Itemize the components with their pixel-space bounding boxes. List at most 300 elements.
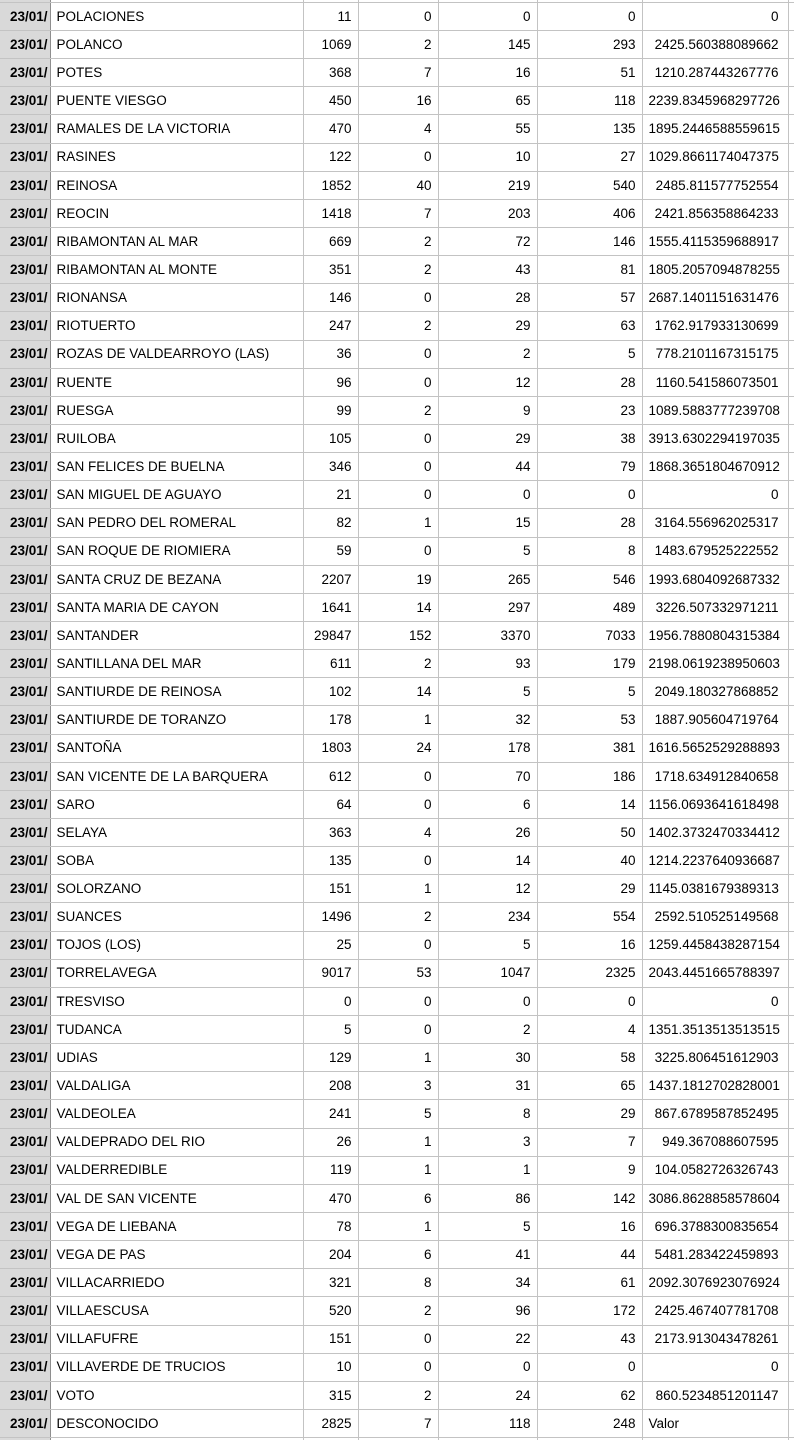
cell-rate: 2198.0619238950603 <box>642 650 788 678</box>
cell-value-4: 4 <box>537 1015 642 1043</box>
cell-value-1: 247 <box>303 312 358 340</box>
cell-value-2: 1 <box>358 1044 438 1072</box>
cell-municipality: RAMALES DE LA VICTORIA <box>50 115 303 143</box>
cell-municipality: SANTA CRUZ DE BEZANA <box>50 565 303 593</box>
cell-value-1: 1641 <box>303 593 358 621</box>
cell-date: 23/01/ <box>0 1184 50 1212</box>
cell-value-2: 7 <box>358 59 438 87</box>
cell-value-3: 0 <box>438 2 537 30</box>
cell-value-1: 25 <box>303 931 358 959</box>
cell-value-1: 11 <box>303 2 358 30</box>
cell-value-3: 70 <box>438 762 537 790</box>
cell-value-1: 151 <box>303 1325 358 1353</box>
cell-value-3: 34 <box>438 1269 537 1297</box>
cell-date: 23/01/ <box>0 2 50 30</box>
cell-edge-sliver <box>788 256 794 284</box>
cell-municipality: VALDERREDIBLE <box>50 1156 303 1184</box>
cell-edge-sliver <box>788 1212 794 1240</box>
cell-value-4: 7033 <box>537 621 642 649</box>
cell-date: 23/01/ <box>0 762 50 790</box>
cell-value-1: 64 <box>303 790 358 818</box>
cell-date: 23/01/ <box>0 790 50 818</box>
table-row <box>0 1100 794 1128</box>
cell-municipality: SAN PEDRO DEL ROMERAL <box>50 509 303 537</box>
cell-value-2: 19 <box>358 565 438 593</box>
cell-value-4: 58 <box>537 1044 642 1072</box>
cell-date: 23/01/ <box>0 1353 50 1381</box>
cell-date: 23/01/ <box>0 396 50 424</box>
cell-value-2: 24 <box>358 734 438 762</box>
cell-value-4: 135 <box>537 115 642 143</box>
cell-edge-sliver <box>788 593 794 621</box>
cell-municipality: REOCIN <box>50 199 303 227</box>
cell-rate: 1214.2237640936687 <box>642 847 788 875</box>
cell-municipality: TRESVISO <box>50 987 303 1015</box>
cell-value-3: 43 <box>438 256 537 284</box>
cell-edge-sliver <box>788 1128 794 1156</box>
cell-value-4: 43 <box>537 1325 642 1353</box>
table-row <box>0 875 794 903</box>
cell-edge-sliver <box>788 1269 794 1297</box>
cell-value-1: 351 <box>303 256 358 284</box>
cell-value-4: 23 <box>537 396 642 424</box>
cell-value-2: 8 <box>358 1269 438 1297</box>
cell-municipality: REINOSA <box>50 171 303 199</box>
cell-date: 23/01/ <box>0 537 50 565</box>
table-row <box>0 1297 794 1325</box>
table-row <box>0 87 794 115</box>
cell-value-4: 118 <box>537 87 642 115</box>
cell-value-3: 30 <box>438 1044 537 1072</box>
cell-value-3: 1 <box>438 1156 537 1184</box>
cell-value-4: 546 <box>537 565 642 593</box>
cell-edge-sliver <box>788 875 794 903</box>
table-row <box>0 368 794 396</box>
cell-edge-sliver <box>788 987 794 1015</box>
cell-value-4: 81 <box>537 256 642 284</box>
cell-rate: 1483.679525222552 <box>642 537 788 565</box>
cell-value-2: 1 <box>358 1128 438 1156</box>
cell-municipality: SARO <box>50 790 303 818</box>
cell-value-3: 145 <box>438 31 537 59</box>
cell-value-3: 93 <box>438 650 537 678</box>
cell-value-2: 1 <box>358 509 438 537</box>
cell-date: 23/01/ <box>0 931 50 959</box>
cell-municipality: TORRELAVEGA <box>50 959 303 987</box>
cell-value-4: 57 <box>537 284 642 312</box>
cell-municipality: VOTO <box>50 1381 303 1409</box>
cell-value-2: 53 <box>358 959 438 987</box>
cell-municipality: DESCONOCIDO <box>50 1409 303 1437</box>
cell-value-1: 450 <box>303 87 358 115</box>
cell-municipality: PUENTE VIESGO <box>50 87 303 115</box>
cell-value-4: 172 <box>537 1297 642 1325</box>
cell-value-2: 2 <box>358 396 438 424</box>
cell-value-2: 0 <box>358 453 438 481</box>
cell-value-1: 2825 <box>303 1409 358 1437</box>
cell-date: 23/01/ <box>0 453 50 481</box>
cell-edge-sliver <box>788 312 794 340</box>
cell-value-4: 16 <box>537 1212 642 1240</box>
cell-value-4: 7 <box>537 1128 642 1156</box>
table-row <box>0 1156 794 1184</box>
cell-value-2: 0 <box>358 537 438 565</box>
cell-value-2: 0 <box>358 931 438 959</box>
cell-value-2: 0 <box>358 790 438 818</box>
cell-value-2: 14 <box>358 678 438 706</box>
cell-edge-sliver <box>788 1015 794 1043</box>
cell-rate: 0 <box>642 1353 788 1381</box>
cell-value-4: 381 <box>537 734 642 762</box>
cell-value-1: 96 <box>303 368 358 396</box>
cell-date: 23/01/ <box>0 593 50 621</box>
cell-municipality: SELAYA <box>50 818 303 846</box>
cell-value-2: 0 <box>358 143 438 171</box>
cell-value-1: 669 <box>303 228 358 256</box>
cell-municipality: RUILOBA <box>50 425 303 453</box>
cell-value-3: 72 <box>438 228 537 256</box>
cell-value-3: 12 <box>438 875 537 903</box>
cell-rate: 1402.3732470334412 <box>642 818 788 846</box>
cell-value-3: 178 <box>438 734 537 762</box>
cell-date: 23/01/ <box>0 847 50 875</box>
cell-municipality: POTES <box>50 59 303 87</box>
cell-value-1: 1852 <box>303 171 358 199</box>
cell-value-1: 611 <box>303 650 358 678</box>
cell-value-3: 118 <box>438 1409 537 1437</box>
cell-municipality: SAN MIGUEL DE AGUAYO <box>50 481 303 509</box>
cell-edge-sliver <box>788 537 794 565</box>
cell-edge-sliver <box>788 931 794 959</box>
table-row <box>0 847 794 875</box>
cell-value-4: 248 <box>537 1409 642 1437</box>
table-row <box>0 1015 794 1043</box>
cell-value-1: 612 <box>303 762 358 790</box>
cell-value-3: 16 <box>438 59 537 87</box>
table-row <box>0 1325 794 1353</box>
cell-rate: 3226.507332971211 <box>642 593 788 621</box>
cell-date: 23/01/ <box>0 1156 50 1184</box>
cell-rate: 778.2101167315175 <box>642 340 788 368</box>
cell-value-2: 0 <box>358 762 438 790</box>
cell-rate: 2592.510525149568 <box>642 903 788 931</box>
table-row <box>0 143 794 171</box>
table-row <box>0 931 794 959</box>
cell-municipality: SANTIURDE DE TORANZO <box>50 706 303 734</box>
cell-value-4: 0 <box>537 987 642 1015</box>
cell-municipality: SAN ROQUE DE RIOMIERA <box>50 537 303 565</box>
cell-municipality: SAN FELICES DE BUELNA <box>50 453 303 481</box>
cell-municipality: TUDANCA <box>50 1015 303 1043</box>
cell-municipality: VILLAESCUSA <box>50 1297 303 1325</box>
cell-municipality: VILLACARRIEDO <box>50 1269 303 1297</box>
cell-value-2: 0 <box>358 847 438 875</box>
cell-municipality: VALDALIGA <box>50 1072 303 1100</box>
cell-municipality: VILLAVERDE DE TRUCIOS <box>50 1353 303 1381</box>
cell-rate: 1993.6804092687332 <box>642 565 788 593</box>
table-row <box>0 59 794 87</box>
cell-edge-sliver <box>788 481 794 509</box>
cell-value-2: 5 <box>358 1100 438 1128</box>
cell-value-4: 63 <box>537 312 642 340</box>
cell-value-4: 0 <box>537 1353 642 1381</box>
table-row <box>0 706 794 734</box>
cell-value-2: 6 <box>358 1241 438 1269</box>
cell-edge-sliver <box>788 171 794 199</box>
cell-value-1: 1418 <box>303 199 358 227</box>
cell-date: 23/01/ <box>0 87 50 115</box>
cell-value-2: 0 <box>358 481 438 509</box>
cell-date: 23/01/ <box>0 987 50 1015</box>
cell-rate: 2239.8345968297726 <box>642 87 788 115</box>
table-row <box>0 1072 794 1100</box>
cell-date: 23/01/ <box>0 340 50 368</box>
cell-date: 23/01/ <box>0 228 50 256</box>
cell-edge-sliver <box>788 425 794 453</box>
cell-rate: 1145.0381679389313 <box>642 875 788 903</box>
cell-date: 23/01/ <box>0 256 50 284</box>
cell-edge-sliver <box>788 228 794 256</box>
cell-value-4: 0 <box>537 481 642 509</box>
cell-rate: 0 <box>642 481 788 509</box>
cell-value-1: 178 <box>303 706 358 734</box>
table-row <box>0 537 794 565</box>
cell-value-2: 0 <box>358 2 438 30</box>
cell-edge-sliver <box>788 284 794 312</box>
cell-value-1: 241 <box>303 1100 358 1128</box>
cell-municipality: POLANCO <box>50 31 303 59</box>
cell-value-1: 368 <box>303 59 358 87</box>
table-row <box>0 1241 794 1269</box>
cell-value-2: 2 <box>358 256 438 284</box>
cell-value-1: 1069 <box>303 31 358 59</box>
cell-value-3: 12 <box>438 368 537 396</box>
cell-edge-sliver <box>788 818 794 846</box>
cell-value-3: 234 <box>438 903 537 931</box>
cell-municipality: SOLORZANO <box>50 875 303 903</box>
table-row <box>0 256 794 284</box>
cell-value-2: 0 <box>358 284 438 312</box>
table-row <box>0 396 794 424</box>
table-row <box>0 1409 794 1437</box>
cell-rate: 860.5234851201147 <box>642 1381 788 1409</box>
cell-value-1: 99 <box>303 396 358 424</box>
cell-edge-sliver <box>788 1325 794 1353</box>
cell-value-4: 40 <box>537 847 642 875</box>
cell-edge-sliver <box>788 87 794 115</box>
cell-edge-sliver <box>788 1409 794 1437</box>
cell-value-2: 2 <box>358 1297 438 1325</box>
cell-value-3: 26 <box>438 818 537 846</box>
cell-value-3: 10 <box>438 143 537 171</box>
cell-rate: 1805.2057094878255 <box>642 256 788 284</box>
table-row <box>0 903 794 931</box>
cell-value-4: 44 <box>537 1241 642 1269</box>
cell-value-3: 219 <box>438 171 537 199</box>
cell-value-1: 2207 <box>303 565 358 593</box>
cell-date: 23/01/ <box>0 31 50 59</box>
cell-value-3: 3 <box>438 1128 537 1156</box>
cell-date: 23/01/ <box>0 425 50 453</box>
table-row <box>0 312 794 340</box>
cell-rate: 1762.917933130699 <box>642 312 788 340</box>
cell-rate: 1029.8661174047375 <box>642 143 788 171</box>
cell-value-3: 2 <box>438 340 537 368</box>
cell-rate: 1616.5652529288893 <box>642 734 788 762</box>
cell-value-4: 38 <box>537 425 642 453</box>
cell-edge-sliver <box>788 621 794 649</box>
cell-value-2: 7 <box>358 199 438 227</box>
cell-date: 23/01/ <box>0 312 50 340</box>
cell-municipality: VALDEOLEA <box>50 1100 303 1128</box>
cell-rate: 1160.541586073501 <box>642 368 788 396</box>
cell-rate: 2421.856358864233 <box>642 199 788 227</box>
cell-date: 23/01/ <box>0 1100 50 1128</box>
cell-date: 23/01/ <box>0 143 50 171</box>
cell-value-4: 293 <box>537 31 642 59</box>
cell-date: 23/01/ <box>0 959 50 987</box>
cell-value-1: 122 <box>303 143 358 171</box>
cell-municipality: SAN VICENTE DE LA BARQUERA <box>50 762 303 790</box>
cell-value-1: 119 <box>303 1156 358 1184</box>
cell-value-4: 28 <box>537 509 642 537</box>
cell-value-1: 0 <box>303 987 358 1015</box>
cell-value-1: 26 <box>303 1128 358 1156</box>
cell-value-3: 265 <box>438 565 537 593</box>
cell-edge-sliver <box>788 368 794 396</box>
cell-value-3: 2 <box>438 1015 537 1043</box>
cell-value-2: 3 <box>358 1072 438 1100</box>
cell-value-3: 44 <box>438 453 537 481</box>
cell-municipality: RIBAMONTAN AL MAR <box>50 228 303 256</box>
cell-value-1: 102 <box>303 678 358 706</box>
cell-edge-sliver <box>788 59 794 87</box>
cell-value-4: 142 <box>537 1184 642 1212</box>
cell-municipality: VEGA DE PAS <box>50 1241 303 1269</box>
cell-date: 23/01/ <box>0 1015 50 1043</box>
cell-rate: 949.367088607595 <box>642 1128 788 1156</box>
cell-value-4: 0 <box>537 2 642 30</box>
table-row <box>0 228 794 256</box>
cell-value-2: 16 <box>358 87 438 115</box>
cell-value-4: 8 <box>537 537 642 565</box>
cell-date: 23/01/ <box>0 368 50 396</box>
table-row <box>0 593 794 621</box>
cell-value-4: 61 <box>537 1269 642 1297</box>
cell-municipality: TOJOS (LOS) <box>50 931 303 959</box>
cell-value-1: 346 <box>303 453 358 481</box>
cell-edge-sliver <box>788 706 794 734</box>
cell-rate: 3086.8628858578604 <box>642 1184 788 1212</box>
cell-value-3: 5 <box>438 678 537 706</box>
cell-value-3: 14 <box>438 847 537 875</box>
cell-value-3: 86 <box>438 1184 537 1212</box>
cell-rate: 0 <box>642 987 788 1015</box>
cell-edge-sliver <box>788 199 794 227</box>
cell-edge-sliver <box>788 509 794 537</box>
cell-value-1: 321 <box>303 1269 358 1297</box>
table-row <box>0 2 794 30</box>
cell-value-3: 28 <box>438 284 537 312</box>
cell-value-2: 1 <box>358 706 438 734</box>
table-row <box>0 650 794 678</box>
cell-edge-sliver <box>788 340 794 368</box>
cell-edge-sliver <box>788 115 794 143</box>
cell-value-3: 0 <box>438 987 537 1015</box>
cell-edge-sliver <box>788 959 794 987</box>
cell-value-2: 0 <box>358 1325 438 1353</box>
cell-rate: 3164.556962025317 <box>642 509 788 537</box>
cell-value-4: 29 <box>537 875 642 903</box>
cell-date: 23/01/ <box>0 1072 50 1100</box>
cell-date: 23/01/ <box>0 875 50 903</box>
table-row <box>0 818 794 846</box>
cell-date: 23/01/ <box>0 734 50 762</box>
cell-rate: 2687.1401151631476 <box>642 284 788 312</box>
cell-date: 23/01/ <box>0 59 50 87</box>
cell-value-4: 28 <box>537 368 642 396</box>
cell-date: 23/01/ <box>0 1212 50 1240</box>
cell-date: 23/01/ <box>0 171 50 199</box>
cell-value-1: 151 <box>303 875 358 903</box>
cell-value-3: 29 <box>438 425 537 453</box>
cell-edge-sliver <box>788 903 794 931</box>
cell-date: 23/01/ <box>0 1269 50 1297</box>
cell-date: 23/01/ <box>0 565 50 593</box>
cell-value-3: 65 <box>438 87 537 115</box>
table-row <box>0 1212 794 1240</box>
cell-edge-sliver <box>788 1044 794 1072</box>
cell-edge-sliver <box>788 650 794 678</box>
cell-value-3: 31 <box>438 1072 537 1100</box>
cell-value-3: 32 <box>438 706 537 734</box>
cell-value-4: 5 <box>537 340 642 368</box>
cell-value-1: 315 <box>303 1381 358 1409</box>
table-row <box>0 115 794 143</box>
cell-edge-sliver <box>788 1072 794 1100</box>
table-row <box>0 425 794 453</box>
cell-value-2: 40 <box>358 171 438 199</box>
table-row <box>0 1269 794 1297</box>
cell-value-1: 21 <box>303 481 358 509</box>
table-row <box>0 987 794 1015</box>
cell-rate: 1555.4115359688917 <box>642 228 788 256</box>
cell-value-3: 0 <box>438 1353 537 1381</box>
cell-rate: 1437.1812702828001 <box>642 1072 788 1100</box>
cell-value-3: 55 <box>438 115 537 143</box>
cell-municipality: RUENTE <box>50 368 303 396</box>
cell-rate: 2485.811577752554 <box>642 171 788 199</box>
cell-municipality: RUESGA <box>50 396 303 424</box>
cell-value-3: 15 <box>438 509 537 537</box>
cell-municipality: SUANCES <box>50 903 303 931</box>
cell-edge-sliver <box>788 396 794 424</box>
cell-value-3: 22 <box>438 1325 537 1353</box>
cell-edge-sliver <box>788 1184 794 1212</box>
cell-value-4: 79 <box>537 453 642 481</box>
cell-date: 23/01/ <box>0 621 50 649</box>
cell-edge-sliver <box>788 1156 794 1184</box>
cell-date: 23/01/ <box>0 1409 50 1437</box>
cell-value-1: 1803 <box>303 734 358 762</box>
cell-rate: 696.3788300835654 <box>642 1212 788 1240</box>
table-row <box>0 678 794 706</box>
cell-value-1: 135 <box>303 847 358 875</box>
table-row <box>0 453 794 481</box>
cell-value-2: 0 <box>358 425 438 453</box>
table-row <box>0 509 794 537</box>
cell-value-3: 96 <box>438 1297 537 1325</box>
